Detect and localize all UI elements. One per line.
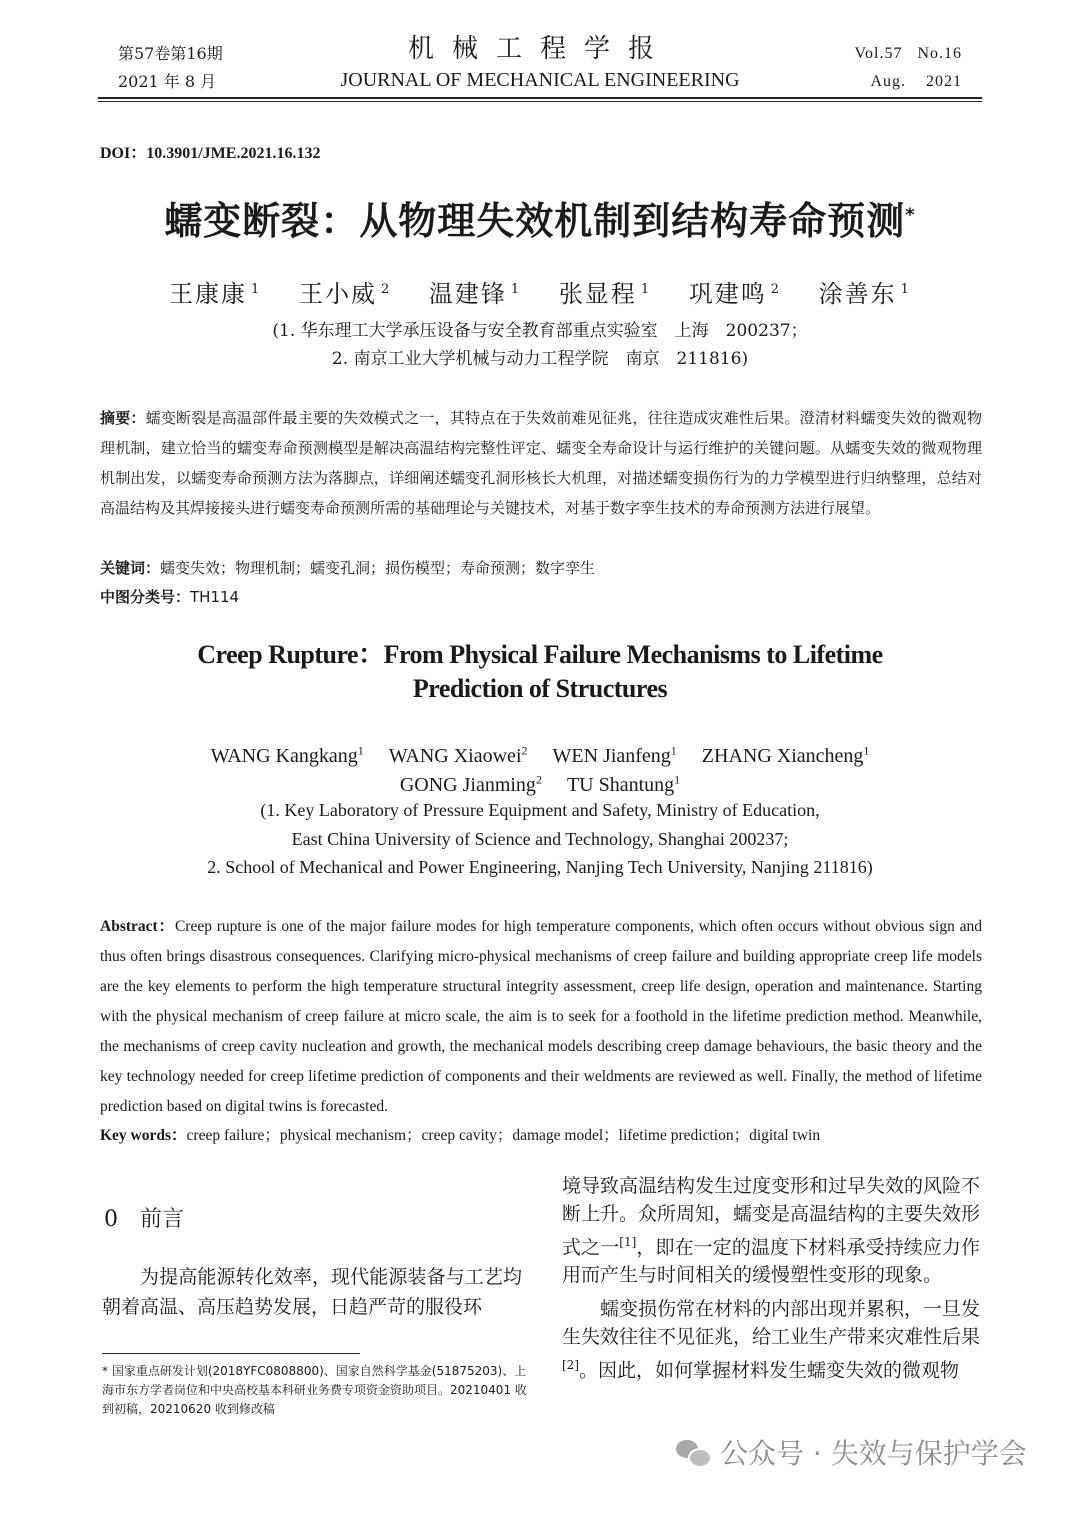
abstract-en-text: Creep rupture is one of the major failure modes for high temperature components, which often occurs without obvious sign and thus often brings disastrous consequences. Clarifying micro-physical mechanisms of creep failure and building appropriate creep life models are the key elements to perform the high temperature structural integrity assessment, creep life design, operation and maintenance. Starting with the physical mechanism of creep failure at micro scale, the aim is to seek for a foothold in the lifetime prediction method. Meanwhile, the mechanisms of creep cavity nucleation and growth, the mechanical models describing creep damage behaviours, the basic theory and the key technology needed for creep lifetime prediction of components and their weldments are reviewed as well. Finally, the method of lifetime prediction based on digital twins is forecasted. — [100, 918, 983, 1115]
author-en: WANG Kangkang$^1$ — [210, 743, 364, 767]
authors-cn — [0, 274, 1080, 309]
title-footnote-mark: * — [905, 204, 916, 226]
author-cn: 王小威 $^2$ — [298, 280, 392, 308]
affiliation-en-1: (1. Key Laboratory of Pressure Equipment and Safety, Ministry of Education, — [260, 800, 820, 820]
abstract-en — [100, 912, 982, 1122]
body-paragraph: 为提高能源转化效率，现代能源装备与工艺均朝着高温、高压趋势发展，日趋严苛的服役环 — [102, 1266, 522, 1318]
header-right — [855, 40, 963, 96]
date-cn: 2021 年 8 月 — [118, 72, 217, 91]
author-en: TU Shantung$^1$ — [566, 772, 681, 796]
affiliation-cn-2: 2. 南京工业大学机械与动力工程学院 南京 211816) — [331, 349, 749, 369]
footnote: * 国家重点研发计划(2018YFC0808800)、国家自然科学基金(51875203)、上海市东方学者岗位和中央高校基本科研业务费专项资金资助项目。20210401 收到初稿，20210620 收到修改稿 — [102, 1364, 527, 1416]
footnote-rule — [102, 1353, 360, 1354]
author-cn: 温建锋 $^1$ — [428, 280, 522, 308]
section-heading — [104, 1202, 206, 1233]
affiliation-en-1b: East China University of Science and Technology, Shanghai 200237; — [291, 829, 789, 849]
keywords-en-label: Key words： — [100, 1127, 187, 1144]
author-cn: 王康康 $^1$ — [169, 280, 262, 308]
author-cn: 巩建鸣 $^2$ — [688, 280, 782, 308]
body-paragraph: 蠕变损伤常在材料的内部出现并累积，一旦发生失效往往不见征兆，给工业生产带来灾难性后果[2]。因此，如何掌握材料发生蠕变失效的微观物 — [562, 1298, 981, 1382]
citation: [2] — [562, 1358, 579, 1373]
title-en-line1: Creep Rupture：From Physical Failure Mechanisms to Lifetime — [197, 640, 883, 669]
keywords-cn-text: 蠕变失效；物理机制；蠕变孔洞；损伤模型；寿命预测；数字孪生 — [160, 559, 596, 577]
doi: DOI：10.3901/JME.2021.16.132 — [100, 145, 321, 162]
classification-cn-label: 中图分类号： — [100, 588, 191, 606]
section-number: 0 — [104, 1207, 118, 1232]
abstract-en-label: Abstract： — [100, 918, 175, 935]
keywords-en-text: creep failure；physical mechanism；creep cavity；damage model；lifetime prediction；digital twin — [186, 1127, 821, 1144]
journal-title-cn: 机械工程学报 — [407, 34, 672, 64]
keywords-en — [100, 1122, 820, 1150]
affiliation-en-2: 2. School of Mechanical and Power Engineering, Nanjing Tech University, Nanjing 211816) — [207, 857, 873, 877]
keywords-cn — [100, 555, 595, 581]
citation: [1] — [619, 1235, 637, 1249]
abstract-cn — [100, 403, 982, 523]
volume-issue-en: Vol.57 No.16 — [854, 45, 962, 62]
author-en: WEN Jianfeng$^1$ — [552, 743, 677, 767]
body-paragraph: 境导致高温结构发生过度变形和过早失效的风险不断上升。众所周知，蠕变是高温结构的主要失效形式之一[1]，即在一定的温度下材料承受持续应力作用而产生与时间相关的缓慢塑性变形的现象。 — [562, 1175, 981, 1287]
author-en: WANG Xiaowei$^2$ — [388, 743, 528, 767]
header-center — [300, 32, 780, 94]
abstract-cn-text: 蠕变断裂是高温部件最主要的失效模式之一，其特点在于失效前难见征兆，往往造成灾难性后果。澄清材料蠕变失效的微观物理机制，建立恰当的蠕变寿命预测模型是解决高温结构完整性评定、蠕变全寿命设计与运行维护的关键问题。从蠕变失效的微观物理机制出发，以蠕变寿命预测方法为落脚点，详细阐述蠕变孔洞形核长大机理，对描述蠕变损伤行为的力学模型进行归纳整理，总结对高温结构及其焊接接头进行蠕变寿命预测所需的基础理论与关键技术，对基于数字孪生技术的寿命预测方法进行展望。 — [100, 409, 982, 517]
author-cn: 涂善东 $^1$ — [818, 280, 911, 308]
volume-issue-cn: 第57卷第16期 — [118, 44, 223, 63]
classification-cn-text: TH114 — [190, 588, 240, 606]
date-en: Aug. 2021 — [870, 73, 962, 90]
journal-title-en: JOURNAL OF MECHANICAL ENGINEERING — [340, 69, 740, 91]
classification-cn — [100, 584, 239, 610]
keywords-cn-label: 关键词： — [100, 559, 161, 577]
authors-en-line2 — [0, 764, 1080, 800]
title-en-line2: Prediction of Structures — [412, 674, 668, 703]
title-en — [0, 638, 1080, 706]
wechat-icon — [676, 1438, 710, 1466]
author-cn: 张显程 $^1$ — [558, 280, 652, 308]
author-en: ZHANG Xiancheng$^1$ — [701, 743, 870, 767]
body-right-column — [562, 1172, 980, 1385]
title-cn — [0, 190, 1080, 245]
title-cn-text: 蠕变断裂：从物理失效机制到结构寿命预测 — [164, 199, 906, 243]
section-title: 前言 — [140, 1207, 185, 1232]
header-rule-thick — [98, 97, 982, 99]
abstract-cn-label: 摘要： — [100, 409, 146, 427]
body-left-column — [102, 1262, 522, 1322]
author-en: GONG Jianming$^2$ — [399, 772, 542, 796]
watermark — [676, 1432, 1027, 1472]
header-rule-thin — [98, 101, 982, 102]
affiliation-cn-1: (1. 华东理工大学承压设备与安全教育部重点实验室 上海 200237； — [272, 321, 808, 341]
watermark-text: 公众号 · 失效与保护学会 — [720, 1437, 1027, 1470]
header-left — [118, 40, 223, 96]
